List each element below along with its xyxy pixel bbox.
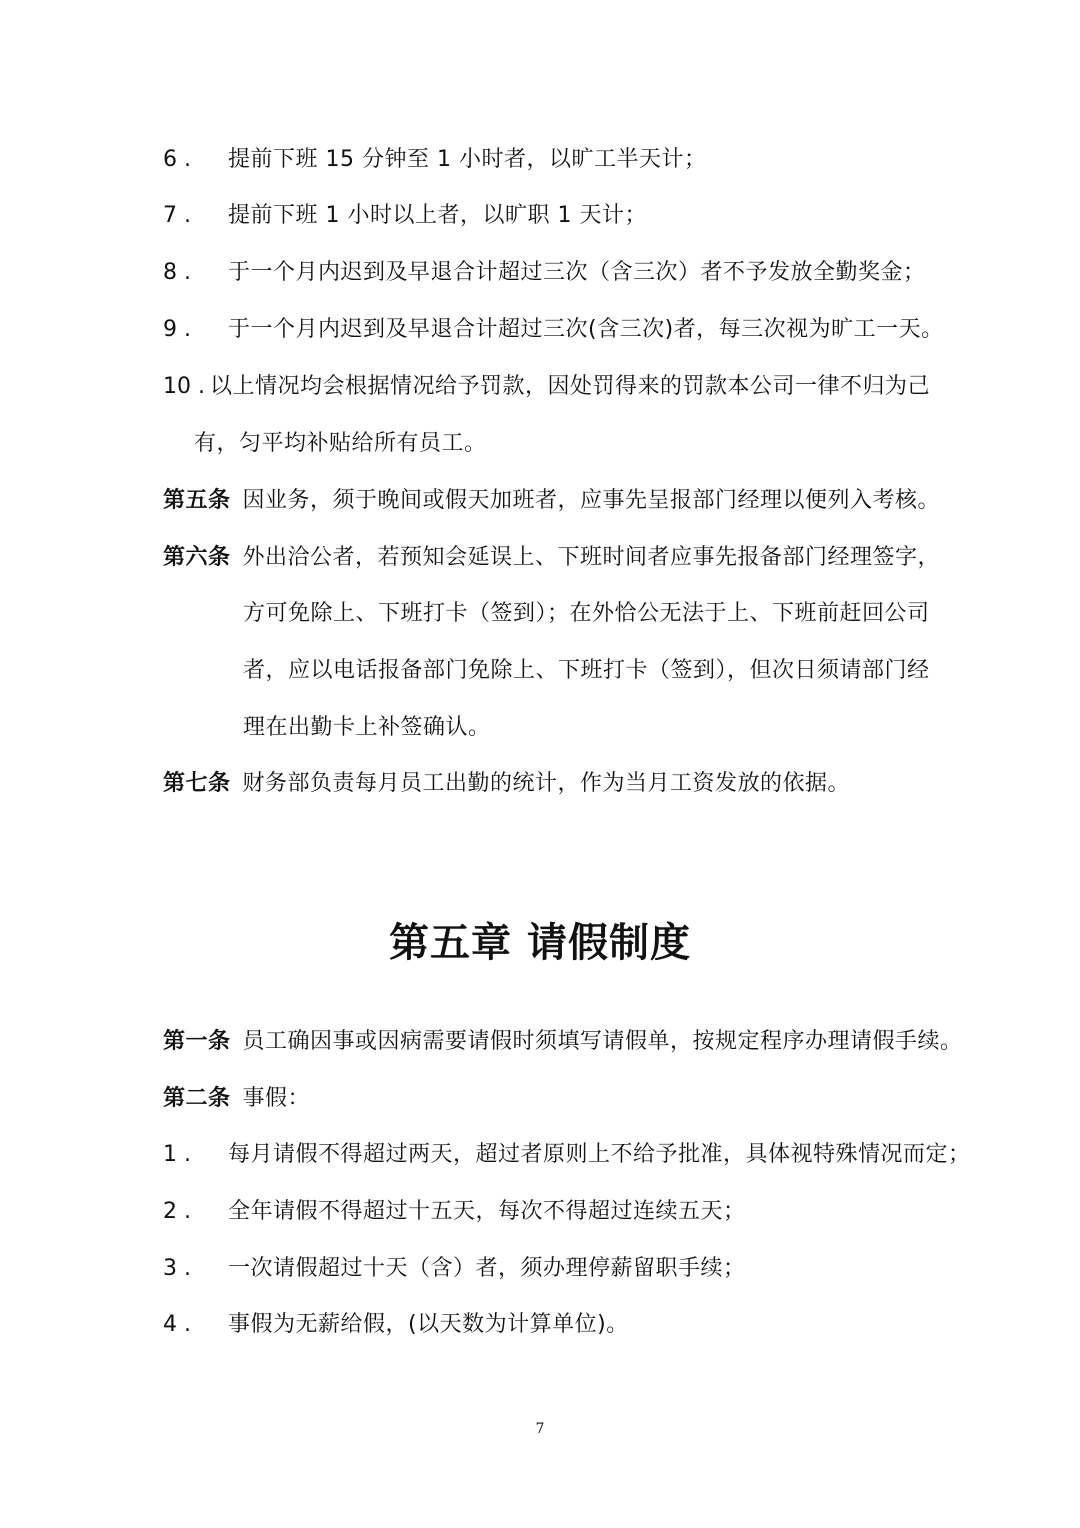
article-text-continuation: 方可免除上、下班打卡（签到）；在外恰公无法于上、下班前赶回公司 [243, 601, 930, 626]
item-text: 每月请假不得超过两天，超过者原则上不给予批准，具体视特殊情况而定； [228, 1142, 971, 1167]
article-label: 第六条 [163, 545, 231, 570]
item-number: 8 . [163, 260, 191, 285]
article-text: 外出洽公者，若预知会延误上、下班时间者应事先报备部门经理签字， [242, 545, 941, 570]
item-text: 以上情况均会根据情况给予罚款，因处罚得来的罚款本公司一律不归为己 [210, 374, 931, 399]
article-second [163, 1084, 310, 1114]
article-text: 员工确因事或因病需要请假时须填写请假单，按规定程序办理请假手续。 [242, 1029, 963, 1054]
item-number: 7 . [163, 203, 191, 228]
article-text-continuation: 理在出勤卡上补签确认。 [243, 715, 491, 740]
item-text: 事假为无薪给假，(以天数为计算单位)。 [228, 1312, 629, 1337]
item-number: 10 . [163, 374, 205, 399]
article-label: 第七条 [163, 771, 231, 796]
article-label: 第一条 [163, 1029, 231, 1054]
item-text-continuation: 有，匀平均补贴给所有员工。 [194, 431, 487, 456]
item-text: 提前下班 1 小时以上者，以旷职 1 天计； [228, 203, 647, 228]
item-number: 6 . [163, 147, 191, 172]
article-label: 第二条 [163, 1086, 231, 1111]
article-fifth [163, 486, 940, 516]
item-number: 2 . [163, 1199, 191, 1224]
item-text: 全年请假不得超过十五天，每次不得超过连续五天； [228, 1199, 746, 1224]
item-text: 一次请假超过十天（含）者，须办理停薪留职手续； [228, 1256, 746, 1281]
item-text: 于一个月内迟到及早退合计超过三次（含三次）者不予发放全勤奖金； [228, 260, 926, 285]
item-text: 于一个月内迟到及早退合计超过三次(含三次)者，每三次视为旷工一天。 [228, 317, 944, 342]
item-number: 9 . [163, 317, 191, 342]
article-first [163, 1027, 963, 1057]
article-text: 因业务，须于晚间或假天加班者，应事先呈报部门经理以便列入考核。 [242, 488, 941, 513]
item-number: 4 . [163, 1312, 191, 1337]
article-text: 事假： [242, 1086, 311, 1111]
chapter-title: 第五章 请假制度 [389, 920, 691, 966]
item-number: 3 . [163, 1256, 191, 1281]
article-text-continuation: 者，应以电话报备部门免除上、下班打卡（签到），但次日须请部门经 [243, 658, 930, 683]
article-label: 第五条 [163, 488, 231, 513]
item-text: 提前下班 15 分钟至 1 小时者，以旷工半天计； [228, 147, 707, 172]
article-seventh [163, 769, 850, 799]
article-sixth [163, 543, 940, 573]
page-number: 7 [535, 1421, 545, 1437]
item-number: 1 . [163, 1142, 191, 1167]
article-text: 财务部负责每月员工出勤的统计，作为当月工资发放的依据。 [242, 771, 851, 796]
